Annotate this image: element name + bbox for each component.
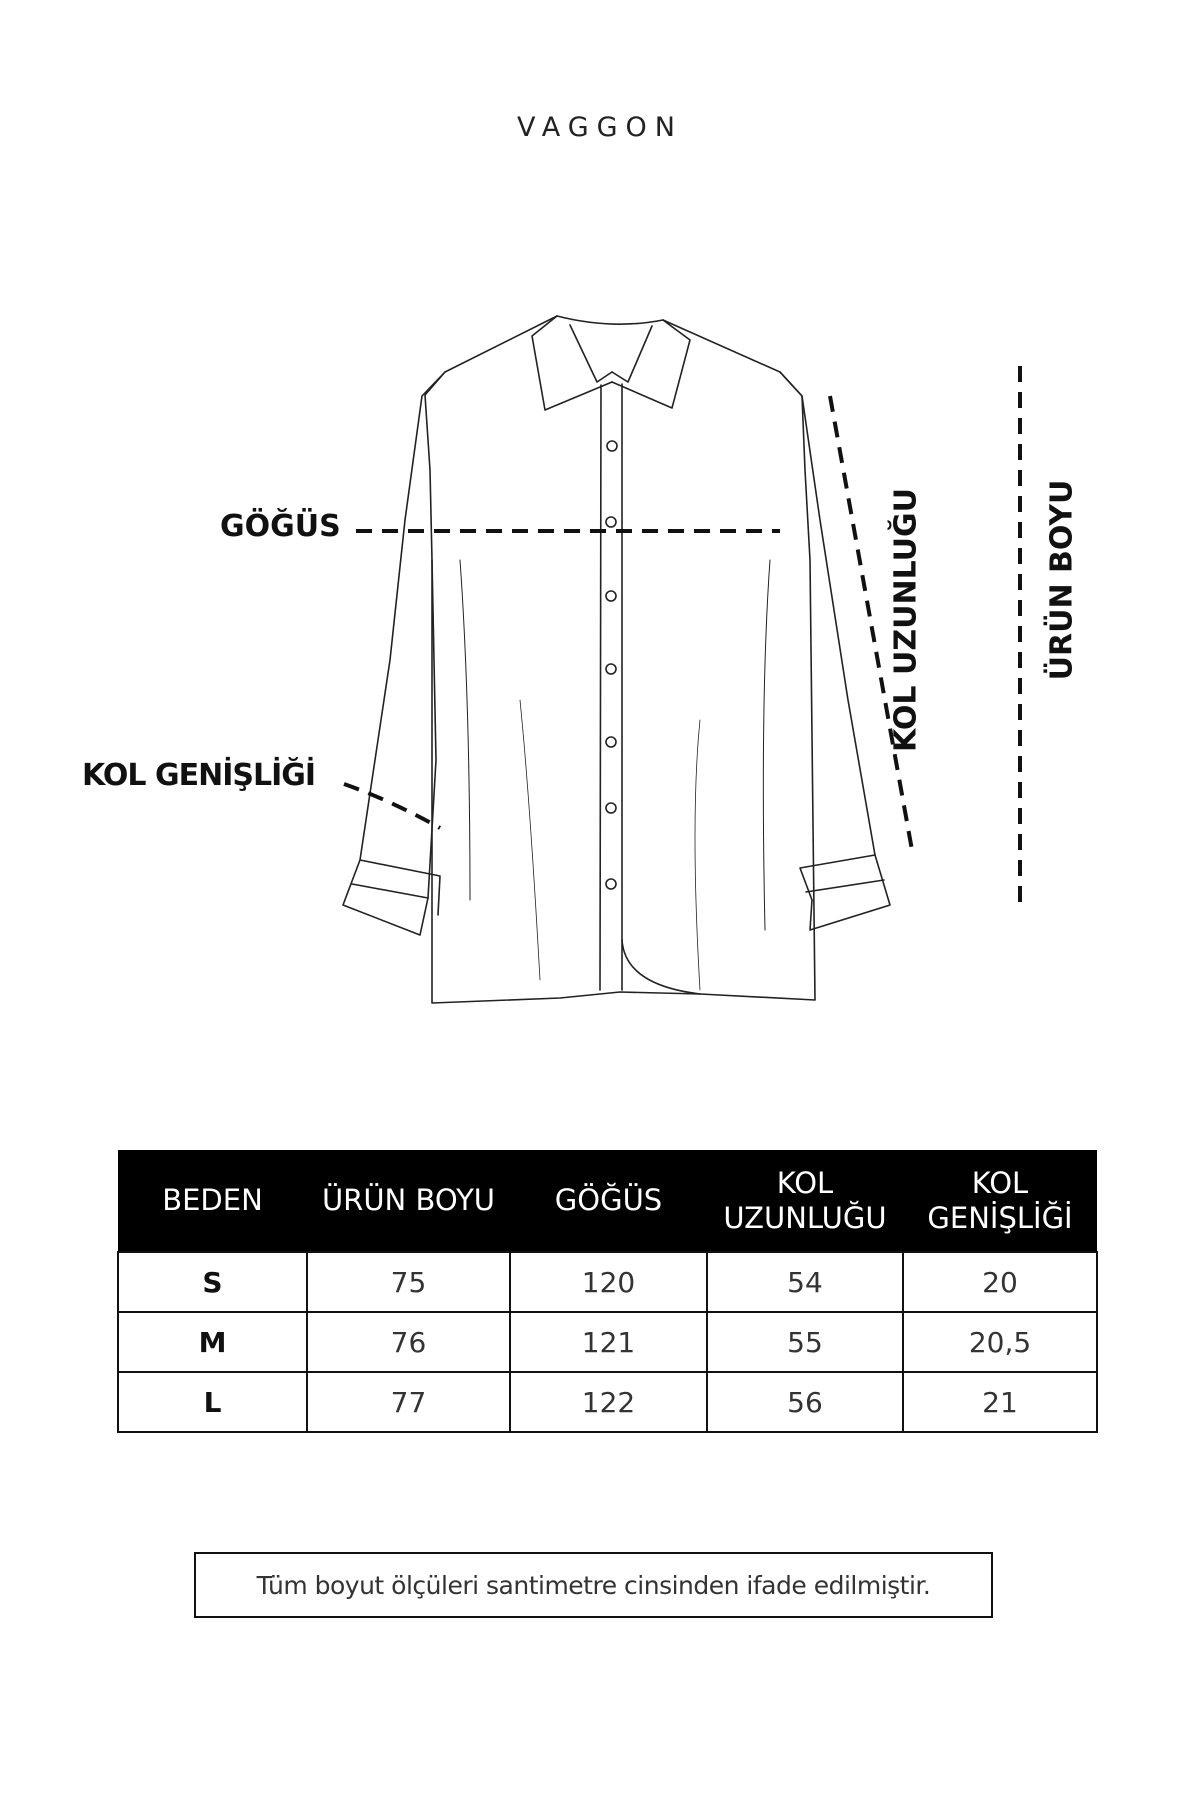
cell-gogus: 121 bbox=[510, 1312, 707, 1372]
label-kol-genisligi: KOL GENİŞLİĞİ bbox=[82, 758, 316, 793]
label-gogus: GÖĞÜS bbox=[220, 509, 341, 544]
cell-kol-uzunlugu: 56 bbox=[707, 1372, 903, 1432]
header-text: UZUNLUĞU bbox=[723, 1200, 887, 1235]
cell-gogus: 120 bbox=[510, 1252, 707, 1312]
header-text: KOL bbox=[776, 1165, 834, 1200]
header-text: BEDEN bbox=[162, 1183, 263, 1217]
cell-kol-genisligi: 21 bbox=[903, 1372, 1097, 1432]
header-beden bbox=[118, 1150, 307, 1252]
cell-urun-boyu: 76 bbox=[307, 1312, 510, 1372]
header-text: GÖĞÜS bbox=[554, 1183, 663, 1217]
size-table bbox=[117, 1150, 1098, 1433]
cell-gogus: 122 bbox=[510, 1372, 707, 1432]
table-header-row bbox=[118, 1150, 1097, 1252]
header-text: ÜRÜN BOYU bbox=[321, 1183, 496, 1217]
table-row bbox=[118, 1372, 1097, 1432]
label-urun-boyu: ÜRÜN BOYU bbox=[1044, 479, 1080, 681]
brand-logo: VAGGON bbox=[516, 112, 684, 143]
table-row bbox=[118, 1312, 1097, 1372]
cell-kol-uzunlugu: 55 bbox=[707, 1312, 903, 1372]
cell-kol-genisligi: 20 bbox=[903, 1252, 1097, 1312]
cell-kol-uzunlugu: 54 bbox=[707, 1252, 903, 1312]
cell-kol-genisligi: 20,5 bbox=[903, 1312, 1097, 1372]
cell-size: L bbox=[118, 1372, 307, 1432]
header-kol-uzunlugu bbox=[707, 1150, 903, 1252]
header-text: GENİŞLİĞİ bbox=[927, 1200, 1073, 1235]
cell-size: S bbox=[118, 1252, 307, 1312]
cell-urun-boyu: 75 bbox=[307, 1252, 510, 1312]
cell-urun-boyu: 77 bbox=[307, 1372, 510, 1432]
header-kol-genisligi bbox=[903, 1150, 1097, 1252]
table-row bbox=[118, 1252, 1097, 1312]
header-urun-boyu bbox=[307, 1150, 510, 1252]
label-kol-uzunlugu: KOL UZUNLUĞU bbox=[888, 488, 924, 752]
cell-size: M bbox=[118, 1312, 307, 1372]
header-gogus bbox=[510, 1150, 707, 1252]
units-note: Tüm boyut ölçüleri santimetre cinsinden ifade edilmiştir. bbox=[194, 1552, 993, 1618]
header-text: KOL bbox=[971, 1165, 1029, 1200]
